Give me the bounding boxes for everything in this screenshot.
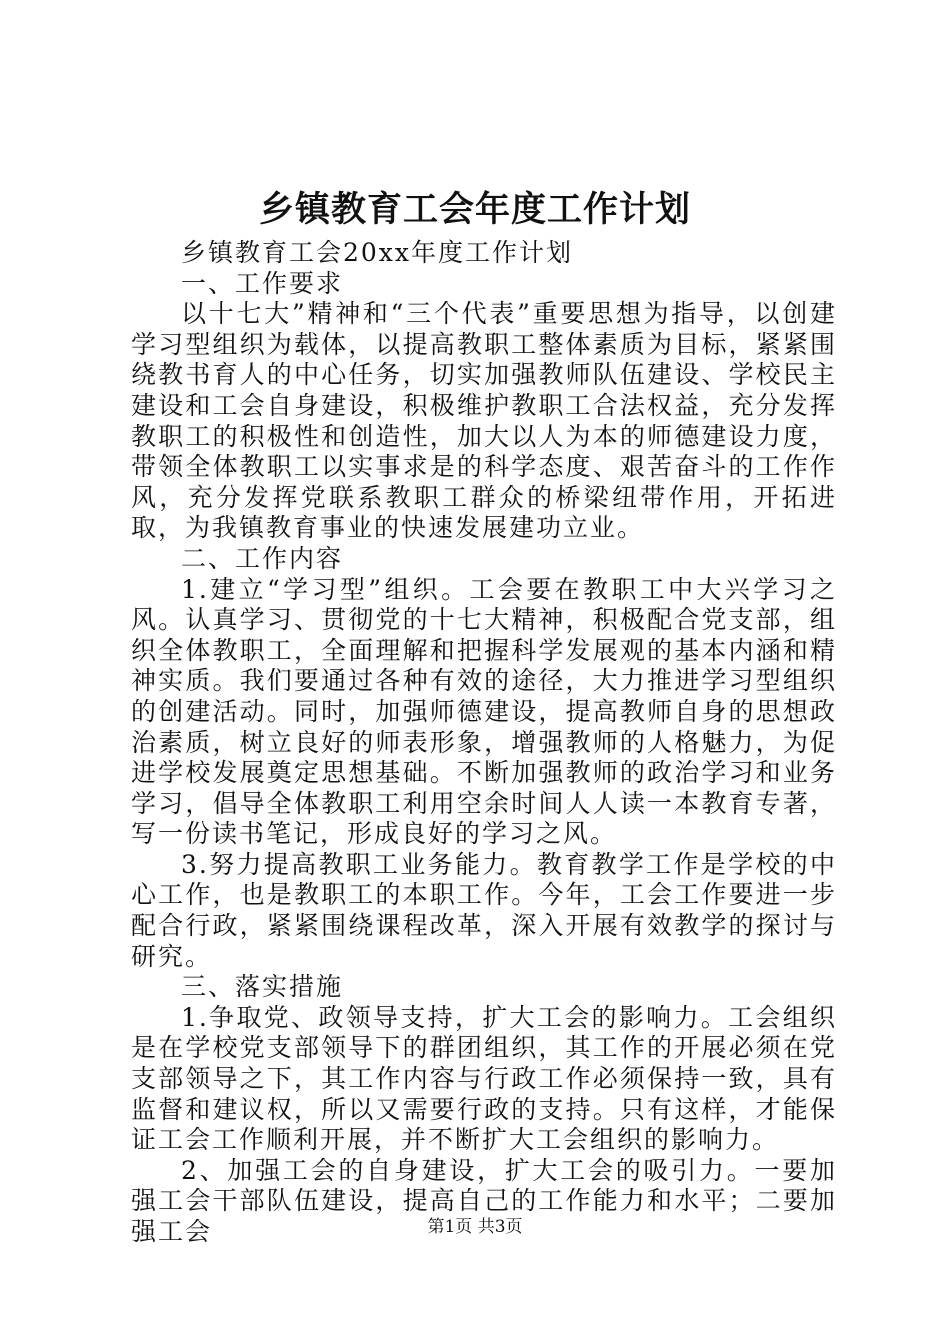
section-heading-requirements: 一、工作要求 xyxy=(181,268,344,298)
paragraph-content-3: 3.努力提高教职工业务能力。教育教学工作是学校的中心工作，也是教职工的本职工作。今年，工会工作要进一步配合行政，紧紧围绕课程改革，深入开展有效教学的探讨与研究。 xyxy=(131,849,837,971)
paragraph-requirements: 以十七大”精神和“三个代表”重要思想为指导，以创建学习型组织为载体，以提高教职工整体素质为目标，紧紧围绕教书育人的中心任务，切实加强教师队伍建设、学校民主建设和工会自身建设，积极维护教职工合法权益，充分发挥教职工的积极性和创造性，加大以人为本的师德建设力度，带领全体教职工以实事求是的科学态度、艰苦奋斗的工作作风，充分发挥党联系教职工群众的桥梁纽带作用，开拓进取，为我镇教育事业的快速发展建功立业。 xyxy=(131,299,837,543)
doc-subtitle: 乡镇教育工会20xx年度工作计划 xyxy=(181,238,574,267)
paragraph-measures-1: 1.争取党、政领导支持，扩大工会的影响力。工会组织是在学校党支部领导下的群团组织，其工作的开展必须在党支部领导之下，其工作内容与行政工作必须保持一致，具有监督和建议权，所以又需要行政的支持。只有这样，才能保证工会工作顺利开展，并不断扩大工会组织的影响力。 xyxy=(131,1002,837,1155)
page-number-footer: 第1页 共3页 xyxy=(427,1217,523,1237)
paragraph-measures-2: 2、加强工会的自身建设，扩大工会的吸引力。一要加强工会干部队伍建设，提高自己的工作能力和水平；二要加强工会 xyxy=(131,1155,837,1246)
paragraph-content-1: 1.建立“学习型”组织。工会要在教职工中大兴学习之风。认真学习、贯彻党的十七大精神，积极配合党支部，组织全体教职工，全面理解和把握科学发展观的基本内涵和精神实质。我们要通过各种有效的途径，大力推进学习型组织的创建活动。同时，加强师德建设，提高教师自身的思想政治素质，树立良好的师表形象，增强教师的人格魅力，为促进学校发展奠定思想基础。不断加强教师的政治学习和业务学习，倡导全体教职工利用空余时间人人读一本教育专著，写一份读书笔记，形成良好的学习之风。 xyxy=(131,574,837,849)
section-heading-content: 二、工作内容 xyxy=(181,543,344,573)
document-title: 乡镇教育工会年度工作计划 xyxy=(258,189,691,230)
section-heading-measures: 三、落实措施 xyxy=(181,972,344,1002)
document-body xyxy=(131,238,837,1248)
